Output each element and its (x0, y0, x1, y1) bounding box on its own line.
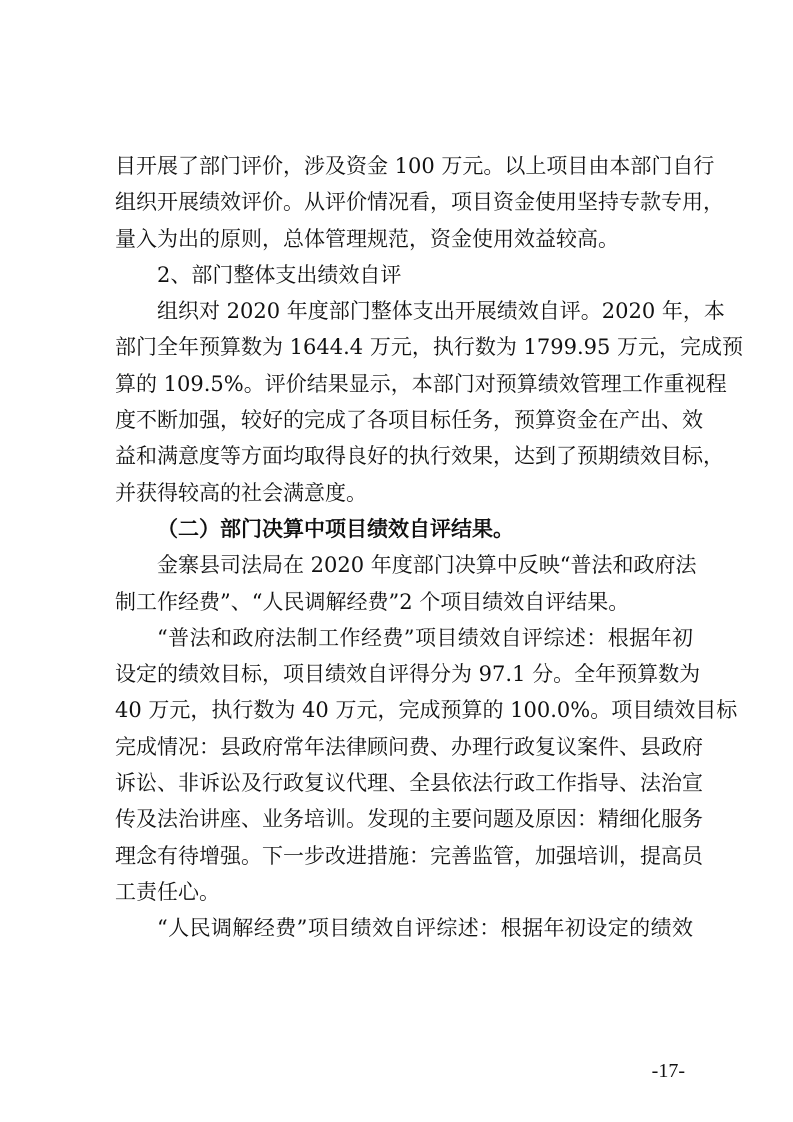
text-line: 传及法治讲座、业务培训。发现的主要问题及原因：精细化服务 (115, 807, 703, 832)
text-line: “人民调解经费”项目绩效自评综述：根据年初设定的绩效 (157, 916, 693, 941)
paragraph (115, 293, 744, 511)
text-line: 算的 109.5%。评价结果显示，本部门对预算绩效管理工作重视程 (115, 371, 727, 396)
text-line: （二）部门决算中项目绩效自评结果。 (157, 516, 514, 541)
document-body (115, 148, 744, 947)
paragraph (115, 910, 693, 946)
text-line: 组织对 2020 年度部门整体支出开展绩效自评。2020 年，本 (157, 299, 725, 324)
text-line: 部门全年预算数为 1644.4 万元，执行数为 1799.95 万元，完成预 (115, 335, 744, 360)
paragraph (115, 148, 724, 257)
text-line: 40 万元，执行数为 40 万元，完成预算的 100.0%。项目绩效目标 (115, 698, 738, 723)
text-line: 设定的绩效目标，项目绩效自评得分为 97.1 分。全年预算数为 (115, 662, 701, 687)
text-line: “普法和政府法制工作经费”项目绩效自评综述：根据年初 (157, 625, 693, 650)
text-line: 金寨县司法局在 2020 年度部门决算中反映“普法和政府法 (157, 553, 697, 578)
paragraph (115, 620, 738, 910)
paragraph (115, 547, 697, 620)
text-line: 益和满意度等方面均取得良好的执行效果，达到了预期绩效目标， (115, 444, 724, 469)
text-line: 2、部门整体支出绩效自评 (157, 262, 402, 287)
text-line: 组织开展绩效评价。从评价情况看，项目资金使用坚持专款专用， (115, 190, 724, 215)
text-line: 量入为出的原则，总体管理规范，资金使用效益较高。 (115, 226, 619, 251)
text-line: 度不断加强，较好的完成了各项目标任务，预算资金在产出、效 (115, 408, 703, 433)
text-line: 诉讼、非诉讼及行政复议代理、全县依法行政工作指导、法治宣 (115, 771, 703, 796)
text-line: 制工作经费”、“人民调解经费”2 个项目绩效自评结果。 (115, 589, 630, 614)
text-line: 工责任心。 (115, 879, 220, 904)
text-line: 目开展了部门评价，涉及资金 100 万元。以上项目由本部门自行 (115, 154, 715, 178)
text-line: 理念有待增强。下一步改进措施：完善监管，加强培训，提高员 (115, 843, 703, 868)
text-line: 完成情况：县政府常年法律顾问费、办理行政复议案件、县政府 (115, 734, 703, 759)
section-heading (115, 511, 693, 547)
text-line: 并获得较高的社会满意度。 (115, 480, 367, 505)
page-number: -17- (651, 1060, 685, 1082)
subsection-heading (115, 257, 693, 293)
